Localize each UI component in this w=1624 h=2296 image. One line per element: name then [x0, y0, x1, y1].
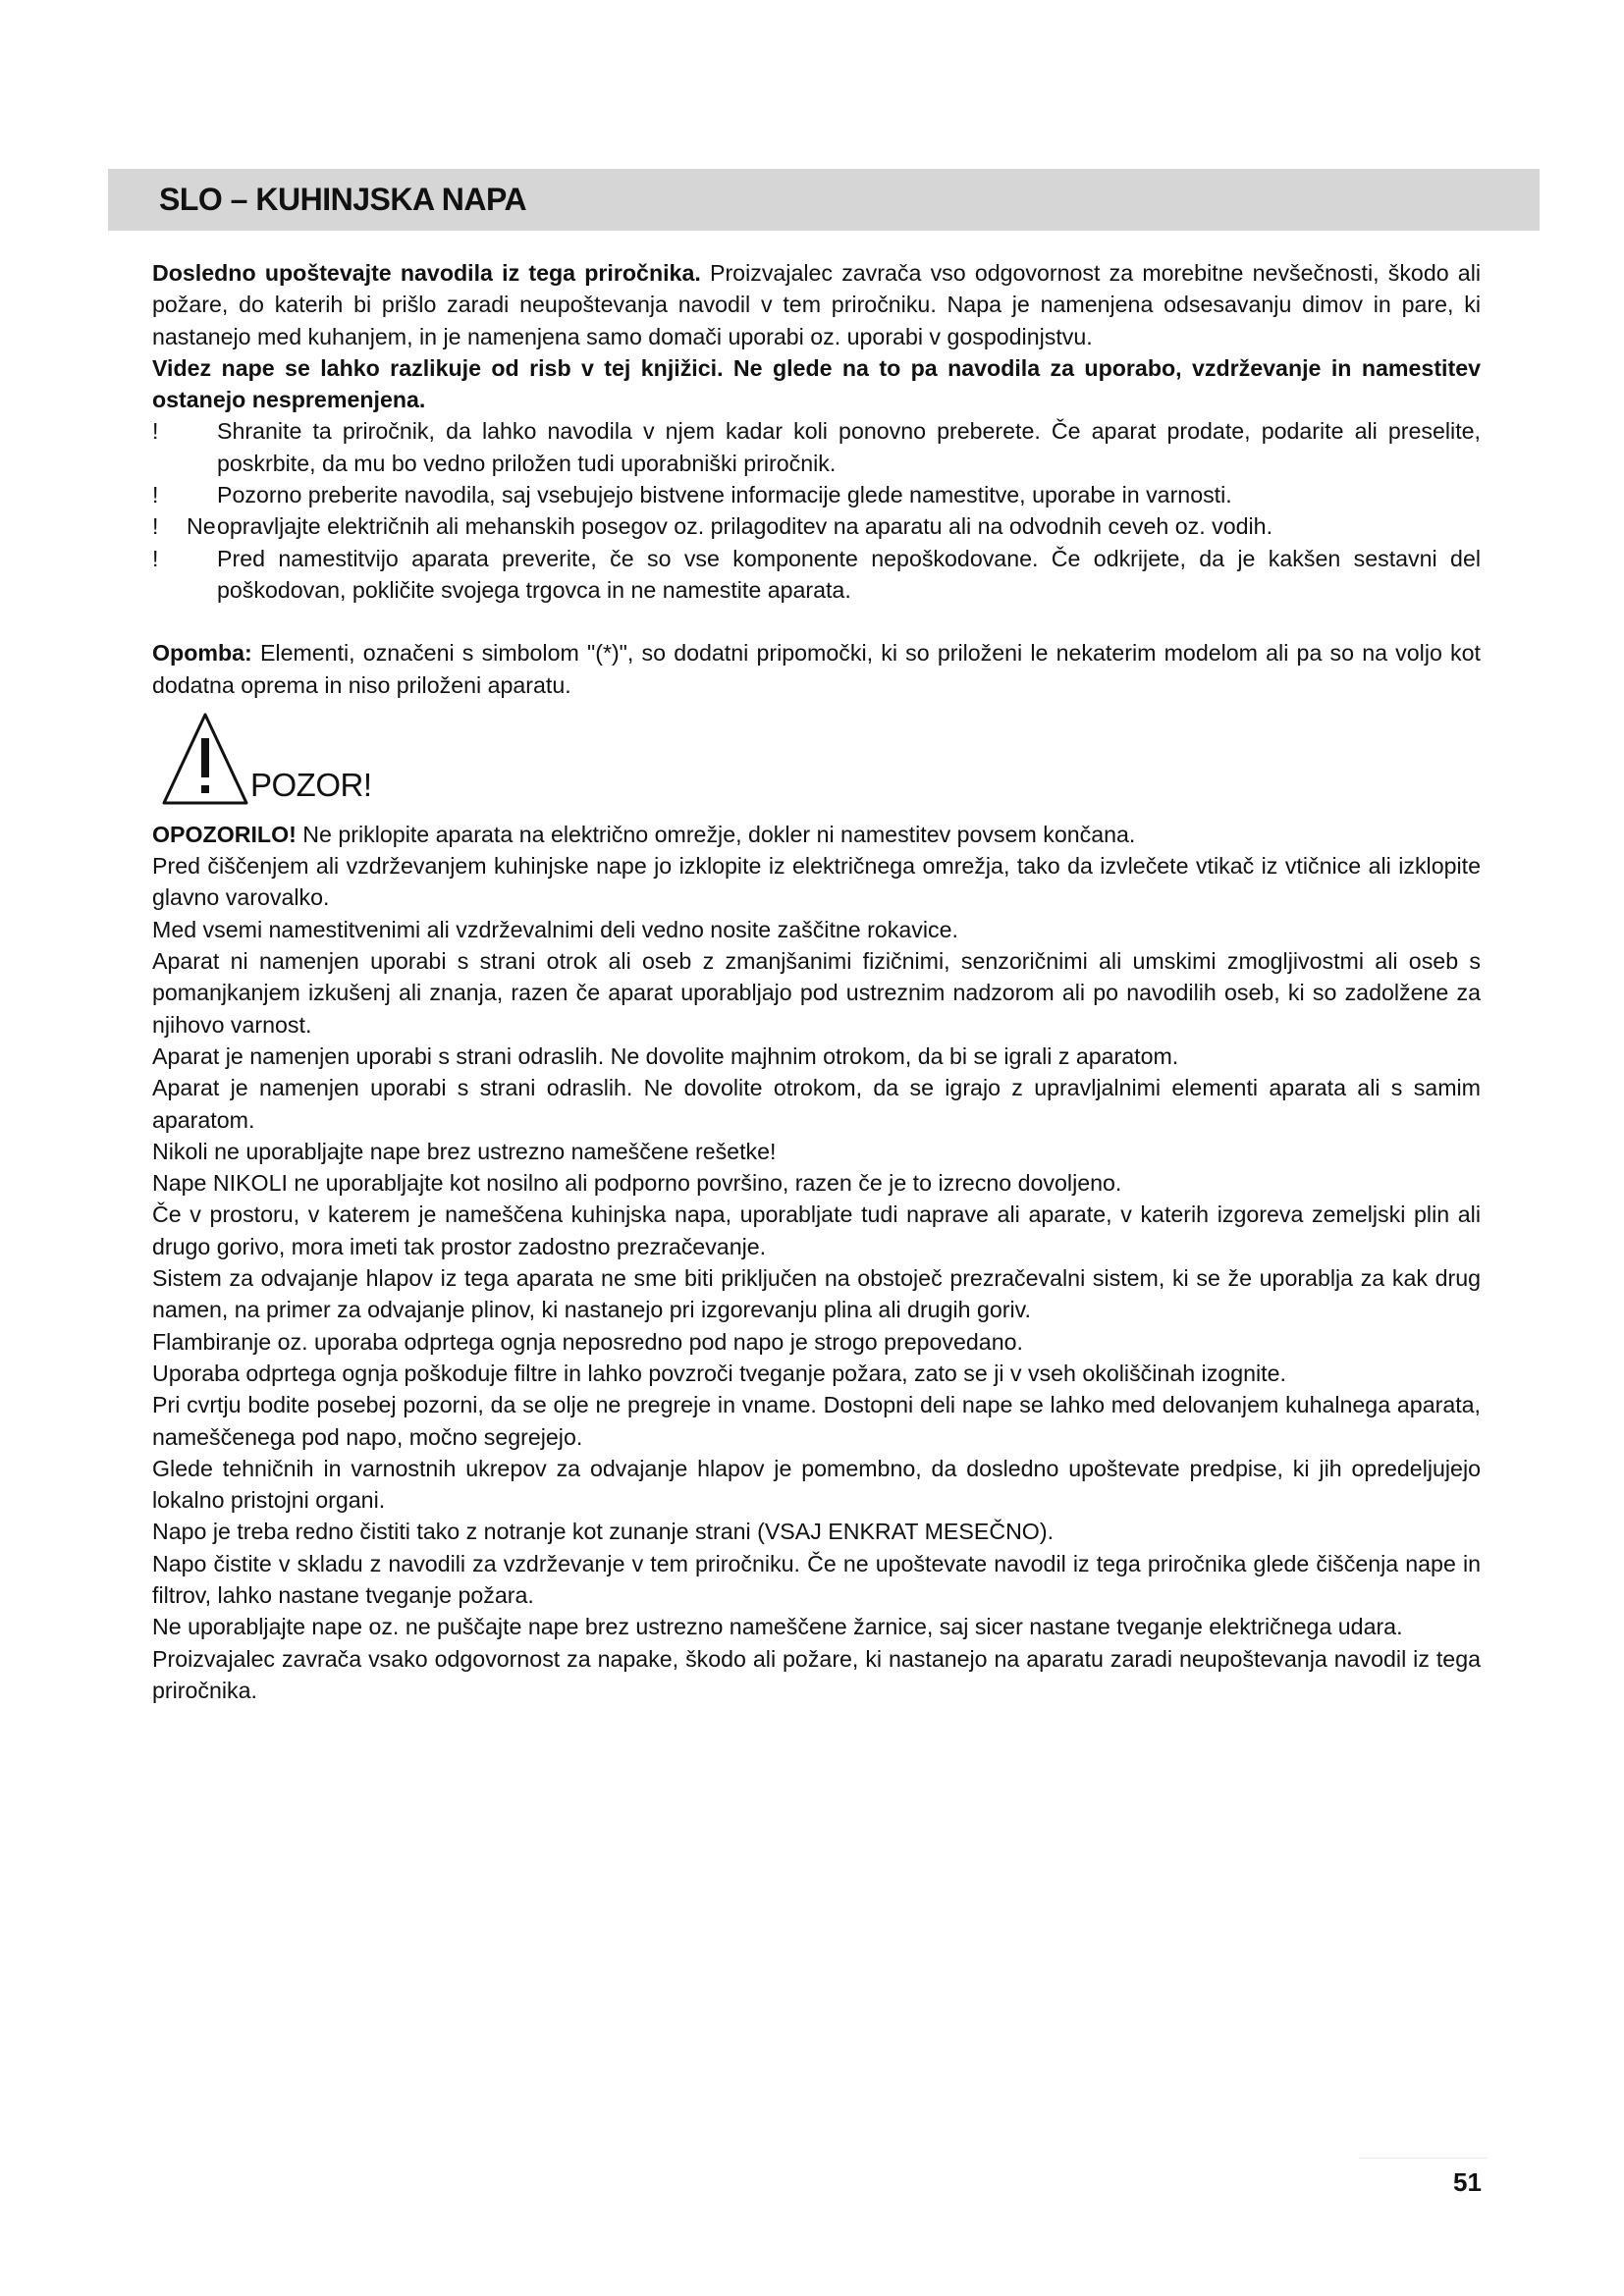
bullet-item — [152, 510, 1481, 542]
note-label: Opomba: — [152, 640, 252, 667]
document-body — [152, 257, 1481, 1706]
note-text: Elementi, označeni s simbolom "(*)", so dodatni pripomočki, ki so priloženi le nekaterim modelom ali pa so na voljo kot dodatna oprema in niso priloženi aparatu. — [152, 640, 1481, 698]
bullet-ne-word: Ne — [187, 513, 216, 540]
section-header-bar — [108, 169, 1540, 231]
warning-paragraph: Nape NIKOLI ne uporabljajte kot nosilno ali podporno površino, razen če je to izrecno dovoljeno. — [152, 1170, 1122, 1197]
warning-paragraph: Če v prostoru, v katerem je nameščena kuhinjska napa, uporabljate tudi naprave ali aparate, v katerih izgoreva zemeljski plin ali drugo gorivo, mora imeti tak prostor zadostno prezračevanje. — [152, 1201, 1481, 1259]
warning-heading — [152, 711, 1481, 819]
bullet-text: Pozorno preberite navodila, saj vsebujejo bistvene informacije glede namestitve, uporabe in varnosti. — [217, 482, 1232, 508]
warning-paragraph: Med vsemi namestitvenimi ali vzdrževalnimi deli vedno nosite zaščitne rokavice. — [152, 916, 958, 942]
bullet-text: opravljajte električnih ali mehanskih posegov oz. prilagoditev na aparatu ali na odvodnih ceveh oz. vodih. — [217, 513, 1273, 540]
spacer — [152, 606, 1481, 637]
exclamation-mark: ! — [152, 482, 159, 508]
warning-triangle-icon — [158, 711, 252, 809]
intro-paragraph — [152, 257, 1481, 352]
bullet-item — [152, 415, 1481, 479]
bullet-item — [152, 543, 1481, 607]
warning-lead-text: Ne priklopite aparata na električno omrežje, dokler ni namestitev povsem končana. — [296, 821, 1136, 847]
warning-paragraph: Uporaba odprtega ognja poškoduje filtre in lahko povzroči tveganje požara, zato se ji v vseh okoliščinah izognite. — [152, 1360, 1286, 1386]
section-title: SLO – KUHINJSKA NAPA — [159, 182, 527, 217]
page-number: 51 — [1453, 2167, 1482, 2197]
warning-paragraph: Sistem za odvajanje hlapov iz tega aparata ne sme biti priključen na obstoječ prezračevalni sistem, ki se že uporablja za kak drug namen, na primer za odvajanje plinov, ki nastanejo pri izgorevanju plina ali drugih goriv. — [152, 1265, 1481, 1323]
bullet-item — [152, 479, 1481, 510]
exclamation-mark: ! — [152, 545, 159, 571]
bullet-text: Pred namestitvijo aparata preverite, če so vse komponente nepoškodovane. Če odkrijete, da je kakšen sestavni del poškodovan, pokličite svojega trgovca in ne namestite aparata. — [217, 545, 1481, 603]
warning-paragraph: Napo je treba redno čistiti tako z notranje kot zunanje strani (VSAJ ENKRAT MESEČNO). — [152, 1519, 1055, 1545]
warning-paragraph: Pred čiščenjem ali vzdrževanjem kuhinjske nape jo izklopite iz električnega omrežja, tako da izvlečete vtikač iz vtičnice ali izklopite glavno varovalko. — [152, 853, 1481, 911]
warning-label: POZOR! — [250, 766, 372, 803]
exclamation-mark: ! — [152, 418, 159, 445]
warning-paragraph: Pri cvrtju bodite posebej pozorni, da se olje ne pregreje in vname. Dostopni deli nape se lahko med delovanjem kuhalnega aparata, nameščenega pod napo, močno segrejejo. — [152, 1392, 1481, 1450]
warning-paragraph: Glede tehničnih in varnostnih ukrepov za odvajanje hlapov je pomembno, da dosledno upoštevate predpise, ki jih opredeljujejo lokalno pristojni organi. — [152, 1455, 1481, 1514]
warning-lead-bold: OPOZORILO! — [152, 821, 297, 847]
footer-divider — [1359, 2158, 1487, 2159]
warning-paragraph: Aparat je namenjen uporabi s strani odraslih. Ne dovolite otrokom, da se igrajo z upravljalnimi elementi aparata ali s samim aparatom. — [152, 1075, 1481, 1133]
bullet-text: Shranite ta priročnik, da lahko navodila v njem kadar koli ponovno preberete. Če aparat prodate, podarite ali preselite, poskrbite, da mu bo vedno priložen tudi uporabniški priročnik. — [217, 418, 1481, 476]
intro-text: Proizvajalec zavrača vso odgovornost za morebitne nevšečnosti, škodo ali požare, do katerih bi prišlo zaradi neupoštevanja navodil v tem priročniku. Napa je namenjena odsesavanju dimov in pare, ki nastanejo med kuhanjem, in je namenjena samo domači uporabi oz. uporabi v gospodinjstvu. — [152, 260, 1482, 349]
exclamation-mark: ! — [152, 513, 159, 540]
warning-paragraph: Proizvajalec zavrača vsako odgovornost za napake, škodo ali požare, ki nastanejo na aparatu zaradi neupoštevanja navodil iz tega priročnika. — [152, 1645, 1481, 1703]
appearance-note: Videz nape se lahko razlikuje od risb v tej knjižici. Ne glede na to pa navodila za uporabo, vzdrževanje in namestitev ostanejo nespremenjena. — [152, 354, 1481, 413]
warning-paragraph: Aparat je namenjen uporabi s strani odraslih. Ne dovolite majhnim otrokom, da bi se igrali z aparatom. — [152, 1042, 1179, 1069]
warning-lead-paragraph — [152, 819, 1481, 850]
intro-bold-lead: Dosledno upoštevajte navodila iz tega priročnika. — [152, 260, 701, 286]
warning-paragraph: Ne uporabljajte nape oz. ne puščajte nape brez ustrezno nameščene žarnice, saj sicer nastane tveganje električnega udara. — [152, 1614, 1403, 1640]
warning-paragraph: Flambiranje oz. uporaba odprtega ognja neposredno pod napo je strogo prepovedano. — [152, 1328, 1023, 1355]
warning-paragraph: Napo čistite v skladu z navodili za vzdrževanje v tem priročniku. Če ne upoštevate navodil iz tega priročnika glede čiščenja nape in filtrov, lahko nastane tveganje požara. — [152, 1550, 1481, 1608]
note-paragraph — [152, 637, 1481, 701]
warning-paragraph: Aparat ni namenjen uporabi s strani otrok ali oseb z zmanjšanimi fizičnimi, senzoričnimi ali umskimi zmogljivostmi ali oseb s pomanjkanjem izkušenj ali znanja, razen če aparat uporabljajo pod ustreznim nadzorom ali po navodilih oseb, ki so zadolžene za njihovo varnost. — [152, 948, 1481, 1038]
warning-paragraph: Nikoli ne uporabljajte nape brez ustrezno nameščene rešetke! — [152, 1138, 777, 1164]
